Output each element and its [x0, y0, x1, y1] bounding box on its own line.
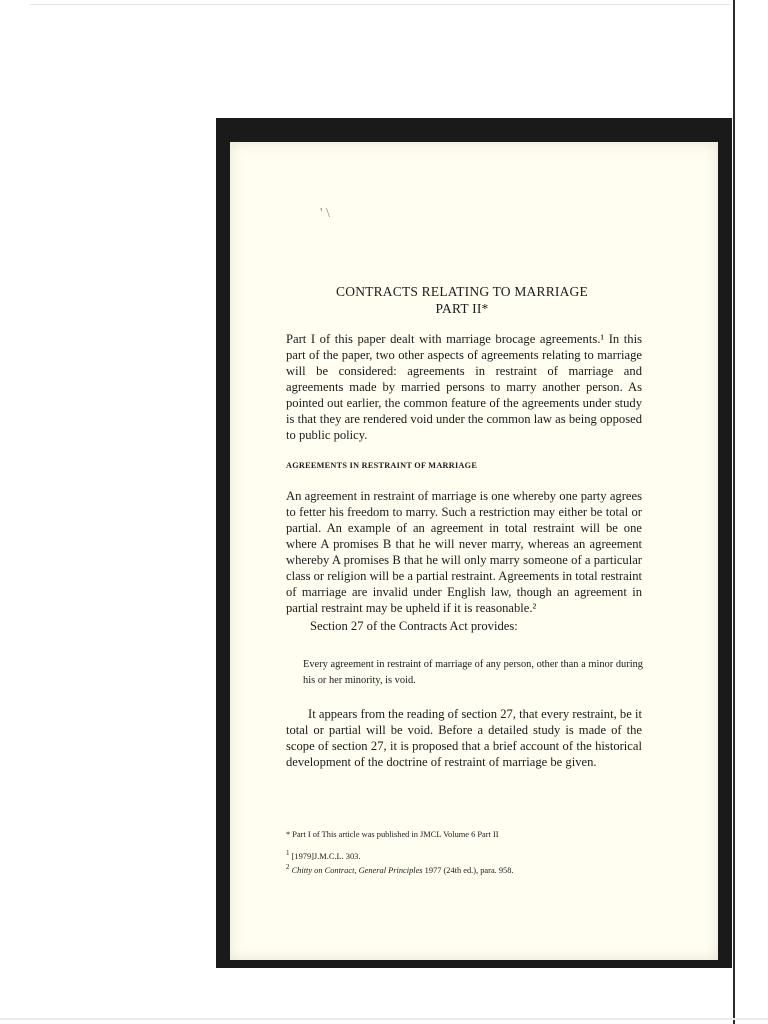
closing-paragraph: It appears from the reading of section 27, that every restraint, be it total or partial will be void. Before a detailed study is made of the scope of section 27, it is proposed that a brief account of the historical development of the doctrine of restraint of marriage be given. [286, 707, 642, 769]
page-title: CONTRACTS RELATING TO MARRIAGE [336, 284, 588, 299]
scan-edge-right [733, 0, 735, 1024]
footnote-2 [286, 863, 642, 875]
section-intro: Section 27 of the Contracts Act provides: [310, 619, 518, 633]
footnote-2-mark: 2 [286, 863, 290, 872]
section-heading: AGREEMENTS IN RESTRAINT OF MARRIAGE [286, 461, 478, 470]
footnote-2-rest: 1977 (24th ed.), para. 958. [422, 866, 514, 875]
intro-paragraph: Part I of this paper dealt with marriage brocage agreements.¹ In this part of the paper, two other aspects of agreements relating to marriage will be considered: agreements in restraint of marriage and agreements made by married persons to marry another person. As pointed out earlier, the common feature of the agreements under study is that they are rendered void under the common law as being opposed to public policy. [286, 332, 642, 442]
scan-edge-top [30, 4, 730, 5]
footnote-2-title: Chitty on Contract, General Principles [291, 866, 423, 875]
restraint-paragraph: An agreement in restraint of marriage is one whereby one party agrees to fetter his freedom to marry. Such a restriction may either be total or partial. An example of an agreement in total restraint will be one where A promises B that he will never marry, whereas an agreement whereby A promises B that he will only marry someone of a particular class or religion will be a partial restraint. Agreements in total restraint of marriage are invalid under English law, though an agreement in partial restraint may be upheld if it is reasonable.² [286, 489, 642, 615]
footnote-1-mark: 1 [286, 849, 290, 858]
statute-quote: Every agreement in restraint of marriage of any person, other than a minor during his or her minority, is void. [303, 659, 643, 686]
footnote-1 [286, 849, 642, 861]
page-subtitle: PART II* [435, 301, 489, 316]
scan-edge-bottom [0, 1018, 768, 1020]
page-mark: ' \ [320, 206, 330, 221]
footnote-1-text: [1979]J.M.C.L. 303. [291, 852, 361, 861]
footnote-star: * Part I of This article was published in JMCL Volume 6 Part II [286, 830, 499, 839]
